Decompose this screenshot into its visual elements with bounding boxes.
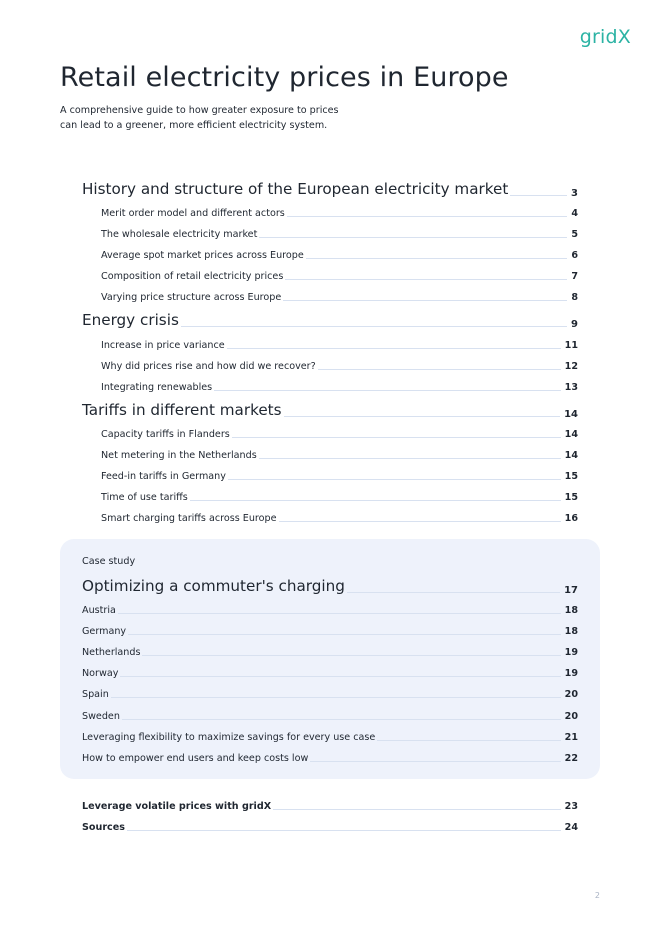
toc-leader-line	[127, 830, 561, 831]
toc-entry-title: Feed-in tariffs in Germany	[101, 471, 226, 483]
toc-entry-title: Varying price structure across Europe	[101, 292, 282, 304]
toc-entry-title: Average spot market prices across Europe	[101, 250, 304, 262]
toc-leader-line	[118, 613, 561, 614]
toc-entry-title: Netherlands	[82, 647, 141, 659]
toc-leader-line	[310, 761, 560, 762]
toc-entry-page: 14	[564, 449, 578, 461]
toc-leader-line	[347, 592, 560, 593]
toc-entry-page: 13	[564, 381, 578, 393]
toc-entry-page: 15	[564, 492, 578, 504]
toc-entry-page: 23	[564, 801, 578, 813]
toc-leader-line	[122, 719, 561, 720]
case-study-list	[82, 555, 578, 764]
toc-entry[interactable]	[82, 419, 578, 440]
toc-entry[interactable]	[82, 812, 578, 833]
toc-entry-page: 3	[571, 188, 578, 199]
toc-entry-title: Capacity tariffs in Flanders	[101, 428, 230, 440]
toc-entry-page: 18	[564, 626, 578, 638]
toc-entry-title: Composition of retail electricity prices	[101, 271, 284, 283]
page-number: 2	[594, 891, 600, 900]
toc-entry[interactable]	[82, 219, 578, 240]
toc-leader-line	[279, 521, 561, 522]
case-study-panel	[60, 539, 600, 779]
toc-leader-line	[227, 348, 561, 349]
toc-entry[interactable]	[82, 700, 578, 721]
toc-entry-page: 15	[564, 471, 578, 483]
toc-entry-page: 14	[564, 408, 578, 420]
toc-leader-line	[285, 279, 567, 280]
toc-leader-line	[228, 479, 561, 480]
toc-leader-line	[120, 676, 560, 677]
toc-leader-line	[318, 369, 561, 370]
toc-entry[interactable]	[82, 329, 578, 350]
toc-leader-line	[377, 740, 560, 741]
toc-entry-title: Leverage volatile prices with gridX	[82, 801, 272, 813]
toc-leader-line	[214, 390, 561, 391]
toc-entry-page: 19	[564, 647, 578, 659]
toc-entry[interactable]	[82, 393, 578, 419]
toc-leader-line	[287, 216, 568, 217]
toc-leader-line	[283, 300, 567, 301]
toc-leader-line	[273, 809, 561, 810]
toc-entry-title: Norway	[82, 668, 119, 680]
toc-entry-page: 12	[564, 360, 578, 372]
toc-entry-page: 7	[571, 271, 578, 283]
toc-entry-title: Time of use tariffs	[101, 492, 188, 504]
toc-entry[interactable]	[82, 658, 578, 679]
toc-leader-line	[259, 237, 567, 238]
case-study-label: Case study	[82, 556, 136, 567]
toc-entry-page: 24	[564, 822, 578, 834]
subtitle-line: A comprehensive guide to how greater exposure to prices	[60, 105, 339, 116]
toc-entry[interactable]	[82, 637, 578, 658]
toc-entry[interactable]	[82, 461, 578, 482]
toc-entry-title: Leveraging flexibility to maximize savings for every use case	[82, 731, 376, 743]
subtitle-line: can lead to a greener, more efficient electricity system.	[60, 120, 328, 131]
gridx-logo: gridX	[579, 26, 631, 48]
toc-entry-title: Sources	[82, 822, 125, 834]
toc-leader-line	[111, 697, 561, 698]
toc-entry-title: Austria	[82, 605, 116, 617]
toc-entry-title: Optimizing a commuter's charging	[82, 577, 345, 595]
toc-entry-page: 14	[564, 428, 578, 440]
toc-leader-line	[259, 458, 561, 459]
toc-entry[interactable]	[82, 198, 578, 219]
toc-entry-title: Integrating renewables	[101, 381, 213, 393]
toc-entry-page: 11	[564, 339, 578, 351]
toc-leader-line	[181, 326, 567, 327]
toc-entry-title: Tariffs in different markets	[82, 400, 282, 419]
toc-entry[interactable]	[82, 172, 578, 198]
toc-entry-title: Smart charging tariffs across Europe	[101, 513, 277, 525]
toc-entry-page: 22	[564, 752, 578, 764]
toc-entry[interactable]	[82, 791, 578, 812]
toc-entry-title: The wholesale electricity market	[101, 229, 258, 241]
toc-entry-title: Energy crisis	[82, 311, 179, 330]
toc-entry-page: 20	[564, 710, 578, 722]
toc-entry[interactable]	[82, 440, 578, 461]
toc-entry[interactable]	[82, 679, 578, 700]
toc-entry[interactable]	[82, 282, 578, 303]
toc-leader-line	[284, 416, 561, 417]
toc-entry-page: 6	[571, 250, 578, 262]
toc-entry-title: Spain	[82, 689, 109, 701]
toc-entry[interactable]	[82, 372, 578, 393]
toc-entry[interactable]	[82, 240, 578, 261]
toc-leader-line	[510, 195, 567, 196]
toc-entry-page: 9	[571, 319, 578, 331]
toc-entry-page: 17	[564, 585, 578, 596]
toc-entry-title: Increase in price variance	[101, 339, 225, 351]
page-title: Retail electricity prices in Europe	[60, 62, 509, 93]
toc-entry[interactable]	[82, 616, 578, 637]
toc-entry-title: Why did prices rise and how did we recover?	[101, 360, 316, 372]
toc-leader-line	[128, 634, 561, 635]
toc-entry-page: 8	[571, 292, 578, 304]
toc-leader-line	[306, 258, 568, 259]
toc-entry[interactable]	[82, 743, 578, 764]
toc-entry-title: Net metering in the Netherlands	[101, 449, 257, 461]
toc-entry-case-study-heading[interactable]	[82, 569, 578, 595]
toc-entry-title: History and structure of the European electricity market	[82, 180, 509, 198]
toc-entry-page: 5	[571, 229, 578, 241]
table-of-contents	[82, 172, 578, 524]
toc-entry-title: Merit order model and different actors	[101, 208, 285, 220]
toc-entry-page: 19	[564, 668, 578, 680]
toc-entry-title: How to empower end users and keep costs low	[82, 752, 309, 764]
toc-entry[interactable]	[82, 351, 578, 372]
toc-entry[interactable]	[82, 261, 578, 282]
toc-entry[interactable]	[82, 482, 578, 503]
toc-entry-page: 16	[564, 513, 578, 525]
toc-entry-page: 21	[564, 731, 578, 743]
subtitle	[60, 103, 360, 133]
toc-closing-entries	[82, 791, 578, 833]
toc-entry[interactable]	[82, 722, 578, 743]
toc-entry-page: 20	[564, 689, 578, 701]
toc-leader-line	[232, 437, 561, 438]
toc-leader-line	[190, 500, 561, 501]
toc-entry-page: 18	[564, 605, 578, 617]
toc-entry[interactable]	[82, 595, 578, 616]
toc-entry-title: Germany	[82, 626, 127, 638]
toc-entry-page: 4	[571, 208, 578, 220]
toc-entry[interactable]	[82, 503, 578, 524]
toc-leader-line	[142, 655, 560, 656]
toc-entry-title: Sweden	[82, 710, 120, 722]
toc-entry[interactable]	[82, 303, 578, 329]
